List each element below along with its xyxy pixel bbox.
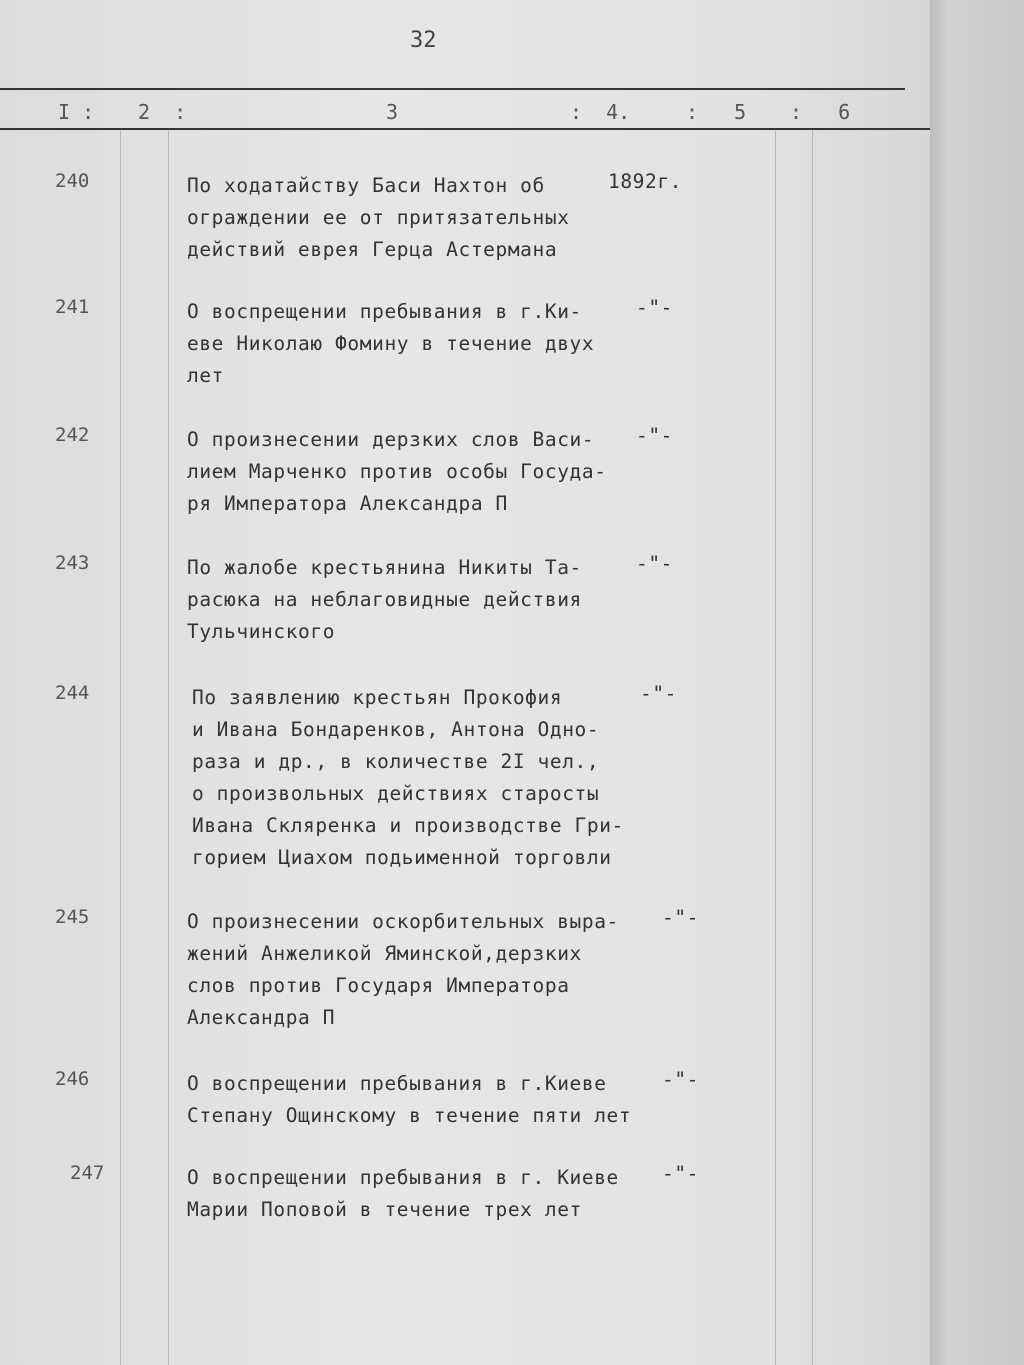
column-header-6: : 6 (790, 100, 851, 124)
column-header-5: : 5 (686, 100, 747, 124)
column-divider (168, 130, 169, 1365)
entry-title: О произнесении оскорбительных выра- жений Анжеликой Яминской,дерзких слов против Государя Императора Александра П (187, 910, 619, 1029)
entry-number: 245 (55, 906, 90, 928)
column-header-4: : 4. (570, 100, 631, 124)
entry-number: 244 (55, 682, 90, 704)
entry-number: 243 (55, 552, 90, 574)
column-divider (775, 130, 776, 1365)
column-header-3: 3 (386, 100, 399, 124)
column-header-1: I : (58, 100, 95, 124)
background-page-edge (930, 0, 1024, 1365)
entry-date: 1892г. (608, 170, 683, 193)
entry-number: 246 (55, 1068, 90, 1090)
entry-title: О воспрещении пребывания в г.Ки- еве Николаю Фомину в течение двух лет (187, 300, 595, 387)
entry-title: По ходатайству Баси Нахтон об ограждении ее от притязательных действий еврея Герца Астермана (187, 174, 570, 261)
entry-date: -"- (636, 296, 674, 319)
entry-title: По заявлению крестьян Прокофия и Ивана Бондаренков, Антона Одно- раза и др., в количестве 2I чел., о произвольных действиях старосты Ивана Скляренка и производстве Гри- горием Циахом подьименной торговли (192, 686, 624, 869)
entry-date: -"- (662, 1068, 700, 1091)
entry-title: О воспрещении пребывания в г.Киеве Степану Ощинскому в течение пяти лет (187, 1072, 632, 1127)
entry-date: -"- (662, 906, 700, 929)
page-number: 32 (410, 28, 437, 53)
entry-date: -"- (662, 1162, 700, 1185)
entry-number: 242 (55, 424, 90, 446)
entry-date: -"- (636, 552, 674, 575)
column-divider (812, 130, 813, 1365)
entry-date: -"- (640, 682, 678, 705)
entry-title: О воспрещении пребывания в г. Киеве Марии Поповой в течение трех лет (187, 1166, 619, 1221)
entry-title: По жалобе крестьянина Никиты Та- расюка на неблаговидные действия Тульчинского (187, 556, 582, 643)
header-rule-bottom (0, 128, 940, 130)
entry-number: 240 (55, 170, 90, 192)
header-rule-top (0, 88, 905, 90)
entry-number: 241 (55, 296, 90, 318)
entry-date: -"- (636, 424, 674, 447)
column-divider (120, 130, 121, 1365)
entry-title: О произнесении дерзких слов Васи- лием Марченко против особы Госуда- ря Императора Александра П (187, 428, 607, 515)
column-header-2: 2 : (138, 100, 187, 124)
entry-number: 247 (70, 1162, 105, 1184)
